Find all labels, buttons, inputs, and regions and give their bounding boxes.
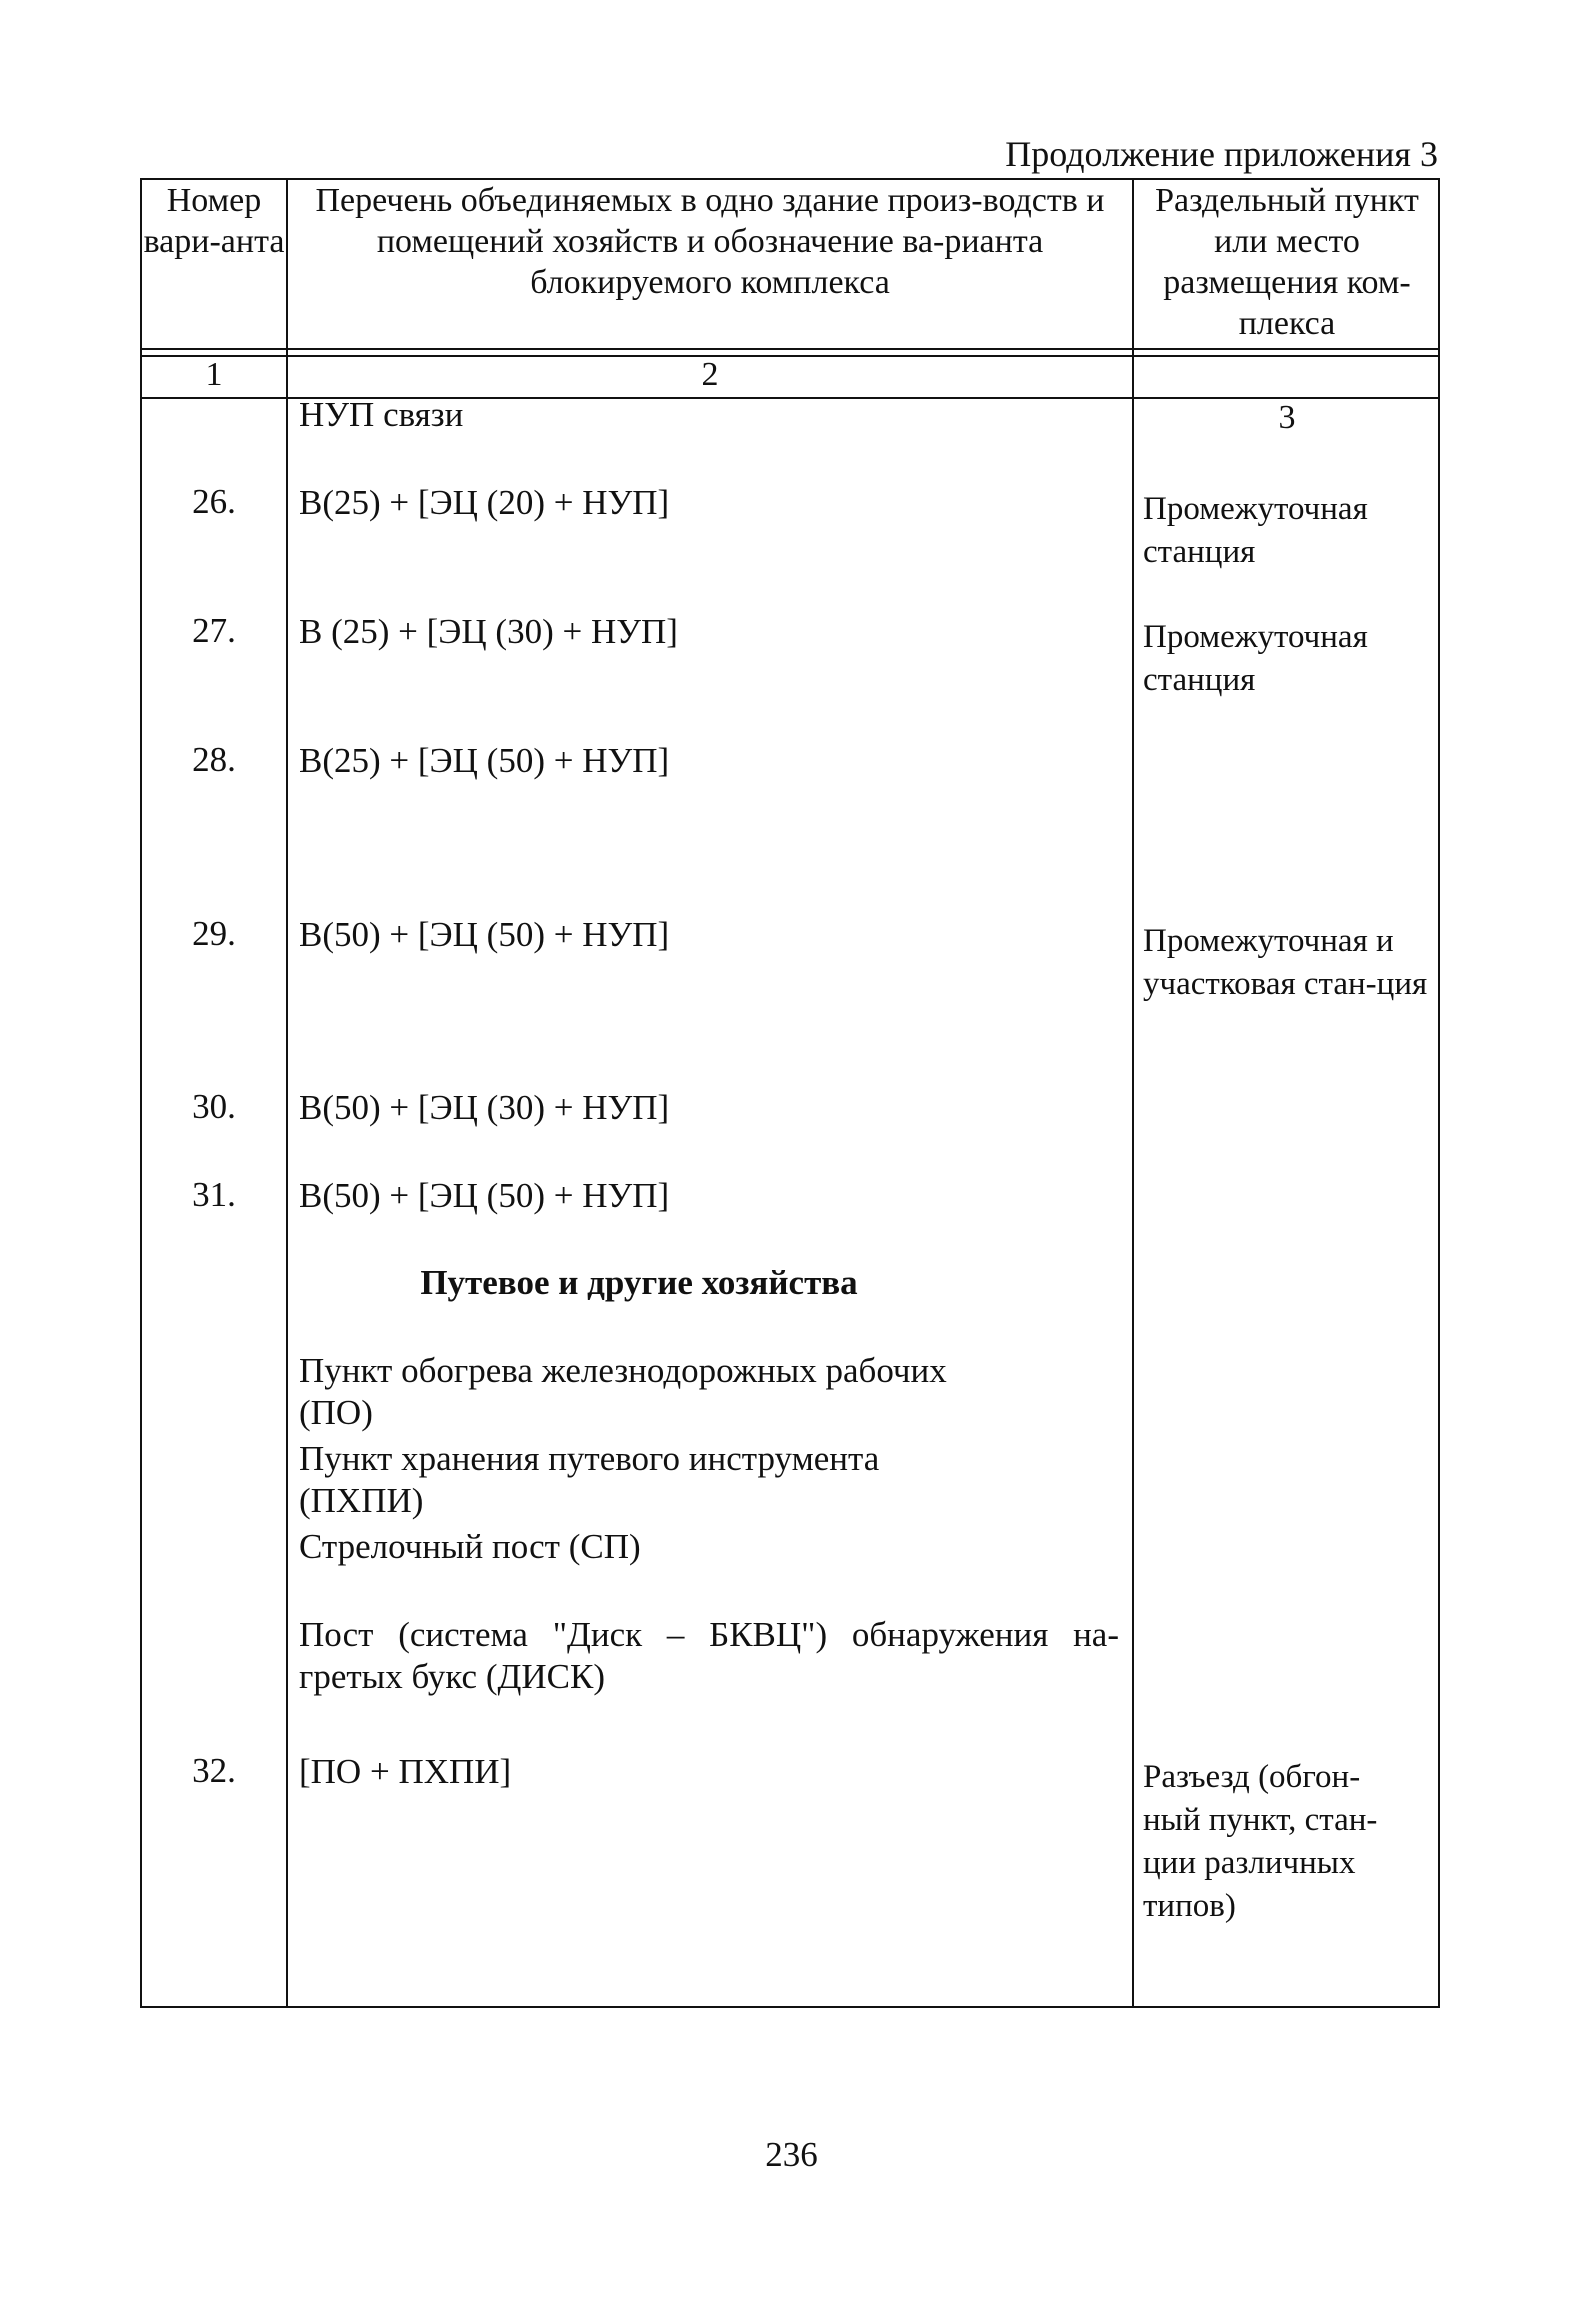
table-row-content: В (25) + [ЭЦ (30) + НУП] xyxy=(299,612,678,651)
table-row-place: Промежуточная станция xyxy=(1143,491,1368,570)
section-heading: Путевое и другие хозяйства xyxy=(420,1263,858,1302)
table-row-content: В(50) + [ЭЦ (30) + НУП] xyxy=(299,1088,670,1127)
column-divider xyxy=(286,180,288,2006)
table-row-number: 27. xyxy=(192,611,236,650)
page-caption: Продолжение приложения 3 xyxy=(1005,134,1438,174)
column-number-2: 2 xyxy=(701,356,719,393)
table-row-number: 31. xyxy=(192,1175,236,1214)
table-row-content: Пункт обогрева железнодорожных рабочих (ПО) xyxy=(299,1351,947,1432)
table-row-number: 29. xyxy=(192,914,236,953)
header-divider xyxy=(142,348,1438,350)
table-row-content: [ПО + ПХПИ] xyxy=(299,1752,512,1791)
column-number-3: 3 xyxy=(1278,399,1296,436)
table-row-number: 26. xyxy=(192,482,236,521)
table-row-content: Пункт хранения путевого инструмента (ПХПИ) xyxy=(299,1439,880,1520)
table-row-content: Пост (система "Диск – БКВЦ") обнаружения на-гретых букс (ДИСК) xyxy=(299,1615,1119,1696)
column-divider xyxy=(1132,180,1134,2006)
table-row-number: 28. xyxy=(192,740,236,779)
main-table xyxy=(140,178,1440,2008)
header-location: Раздельный пункт или место размещения ком-плекса xyxy=(1155,182,1419,342)
table-row-content: В(50) + [ЭЦ (50) + НУП] xyxy=(299,915,670,954)
table-row-place: Промежуточная и участковая стан-ция xyxy=(1143,923,1428,1002)
table-row-number: 32. xyxy=(192,1751,236,1790)
table-row-content: В(50) + [ЭЦ (50) + НУП] xyxy=(299,1176,670,1215)
page-number: 236 xyxy=(765,2135,818,2174)
table-row-content: НУП связи xyxy=(299,395,464,434)
table-row-content: В(25) + [ЭЦ (50) + НУП] xyxy=(299,741,670,780)
header-variant-number: Номер вари-анта xyxy=(143,182,285,260)
column-number-1: 1 xyxy=(205,356,223,393)
table-row-content: Стрелочный пост (СП) xyxy=(299,1527,641,1566)
table-row-place: Промежуточная станция xyxy=(1143,619,1368,698)
table-row-place: Разъезд (обгон-ный пункт, стан-ции различных типов) xyxy=(1143,1759,1378,1924)
table-row-content: В(25) + [ЭЦ (20) + НУП] xyxy=(299,483,670,522)
header-list-of-facilities: Перечень объединяемых в одно здание произ-водств и помещений хозяйств и обозначение ва-рианта блокируемого комплекса xyxy=(315,182,1105,301)
table-row-number: 30. xyxy=(192,1087,236,1126)
